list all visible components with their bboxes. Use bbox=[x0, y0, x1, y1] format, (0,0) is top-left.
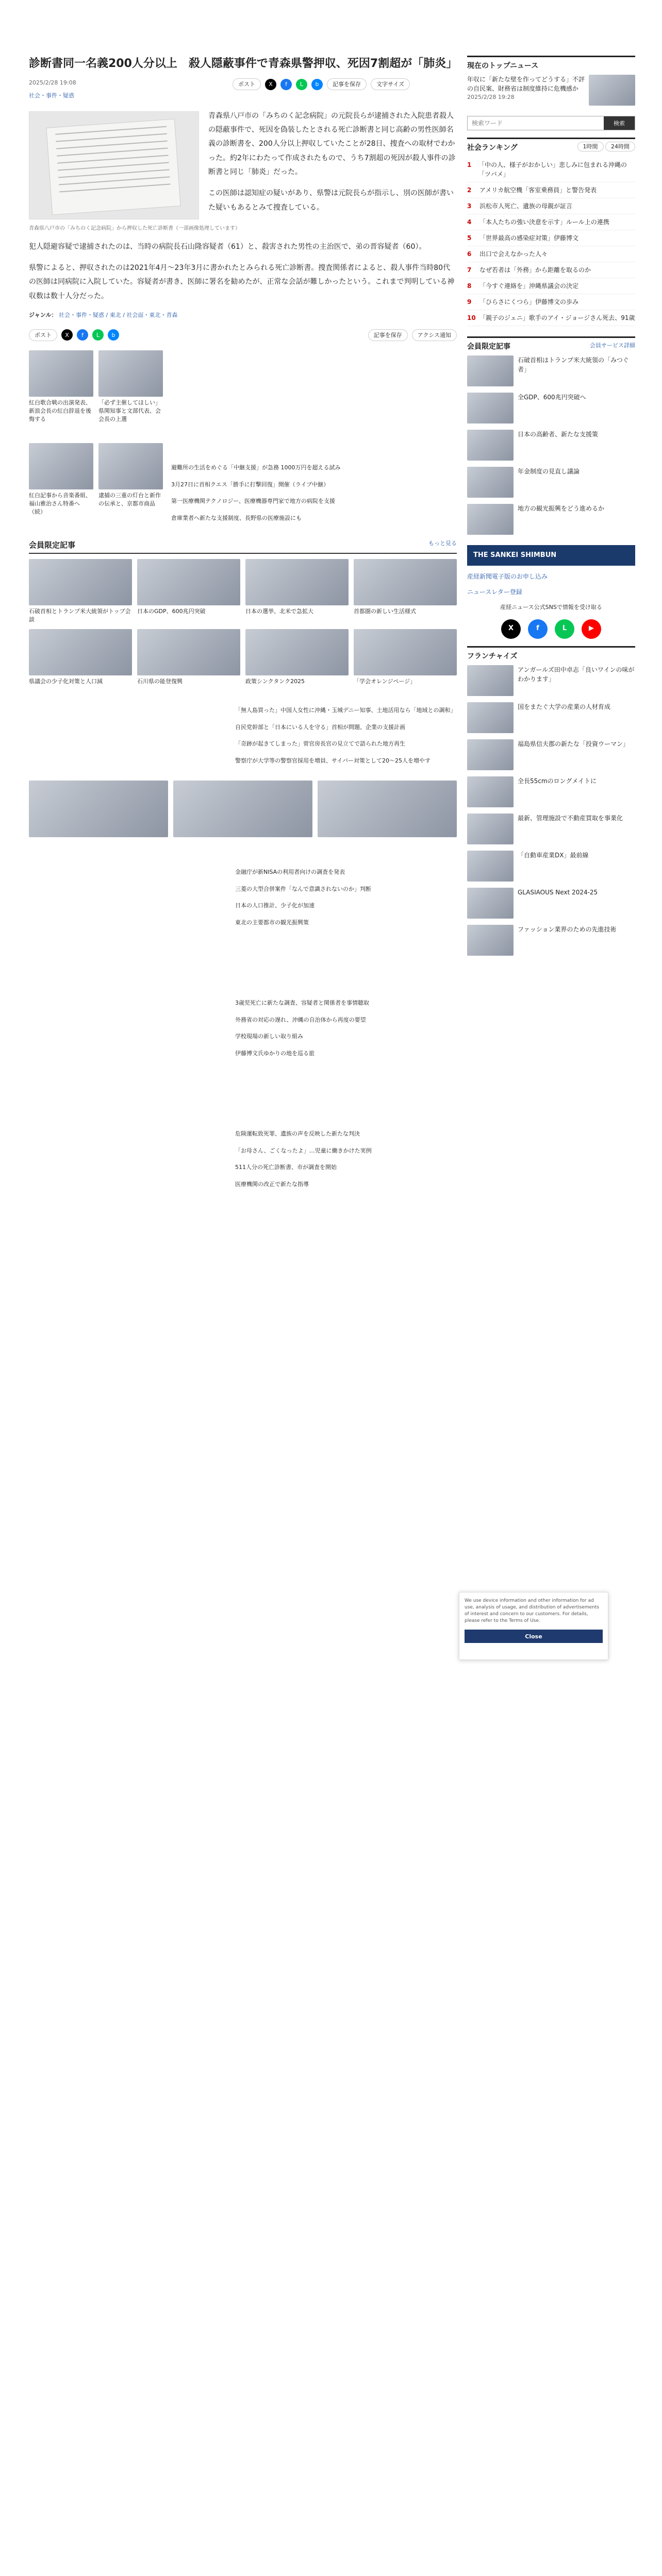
news-link[interactable]: 自民党幹部と「日本にいる人を守る」首相が問題、企業の支援計画 bbox=[235, 723, 405, 731]
consent-text: We use device information and other information for ad use, analysis of usage, and distribution of advertisements of interest and concern to our customers. For details, please refer to the Terms of Use. bbox=[465, 1598, 600, 1624]
kaiin-item[interactable]: 年金制度の見直し議論 bbox=[467, 467, 635, 498]
franchise-item[interactable]: アンガールズ田中卓志「良いワインの味がわかります」 bbox=[467, 665, 635, 696]
related-card[interactable]: 紅白歌合戦の出演発表、新浪会長の紅白辞退を後悔する bbox=[29, 350, 93, 438]
kaiin-item[interactable]: 石破首相はトランプ米大統領の「みつぐ者」 bbox=[467, 355, 635, 386]
kaiin-section-heading: 会員限定記事 もっと見る bbox=[29, 539, 457, 554]
facebook-icon[interactable]: f bbox=[77, 329, 88, 341]
font-size-button[interactable]: 文字サイズ bbox=[371, 78, 410, 91]
ranking-item[interactable]: 1 「中の人、様子がおかしい」悲しみに包まれる沖縄の「ツバメ」 bbox=[467, 157, 635, 182]
news-link[interactable]: 金融庁が新NISAの利用者向けの調査を発表 bbox=[235, 869, 345, 876]
ranking-box: 社会ランキング 1時間 24時間 1 「中の人、様子がおかしい」悲しみに包まれる沖縄の「ツバメ」 2 アメリカ航空機「客室乗務員」と警告発表 3 浜松市人死亡、遺族の母親が証言 4 「本人たちの強い決意を示す」ルール上の連携 5 「世界最高の感染症対策」伊藤博文 6 出口で会えなかった人々 7 なぜ若者は「外務」から距離を取るのか 8 「今すぐ連絡を」沖縄県議会の決定 9 「ひらさにくつら」伊藤博文の歩み 10 「親子のジェニ」歌手のアイ・ジョージさん死去、91歳 bbox=[467, 138, 635, 326]
related-card[interactable]: 紅白記事から音楽番組、福山雅治さん特番へ（続） bbox=[29, 443, 93, 531]
lower-list bbox=[235, 999, 457, 1058]
consent-close-button[interactable]: Close bbox=[465, 1630, 603, 1643]
ranking-item[interactable]: 7 なぜ若者は「外務」から距離を取るのか bbox=[467, 262, 635, 278]
related-card[interactable]: 逮捕の三重の灯台と新作の伝承と、京都市商品 bbox=[98, 443, 163, 531]
kaiin-item[interactable]: 日本の高齢者、新たな支援策 bbox=[467, 430, 635, 461]
line-icon[interactable]: L bbox=[92, 329, 104, 341]
x-icon[interactable]: X bbox=[61, 329, 73, 341]
x-icon[interactable]: X bbox=[265, 79, 276, 90]
save-article-button[interactable]: 記事を保存 bbox=[368, 329, 408, 342]
pr-link[interactable]: 避難所の生活をめぐる「中継支援」が急務 1000万円を超える試み bbox=[171, 464, 341, 471]
last-list bbox=[235, 1130, 457, 1189]
franchise-item[interactable]: 「自動車産業DX」最前線 bbox=[467, 851, 635, 882]
follow-button[interactable]: アクシス通知 bbox=[412, 329, 457, 342]
article-toolbar bbox=[233, 78, 410, 91]
news-link[interactable]: 危険運転致死罪、遺族の声を反映した新たな判決 bbox=[235, 1130, 360, 1138]
search-input[interactable] bbox=[468, 116, 604, 130]
ranking-item[interactable]: 4 「本人たちの強い決意を示す」ルール上の連携 bbox=[467, 214, 635, 230]
ranking-tab-24h[interactable]: 24時間 bbox=[605, 142, 635, 151]
ranking-item[interactable]: 8 「今すぐ連絡を」沖縄県議会の決定 bbox=[467, 278, 635, 294]
product-card[interactable] bbox=[173, 781, 312, 837]
ranking-list bbox=[467, 157, 635, 326]
save-article-button[interactable]: 記事を保存 bbox=[327, 78, 367, 91]
pr-link[interactable]: 3月27日に首相クエス「勝手に打撃回復」開催（ライブ中継） bbox=[171, 481, 329, 488]
ranking-item[interactable]: 10 「親子のジェニ」歌手のアイ・ジョージさん死去、91歳 bbox=[467, 310, 635, 326]
news-link[interactable]: 外務省の対応の遅れ、沖縄の自治体から再度の要望 bbox=[235, 1016, 366, 1023]
kaiin-card[interactable]: 政策シンクタンク2025 bbox=[245, 629, 349, 686]
genre-tags: ジャンル： 社会・事件・疑惑 / 東北 / 社会面・東北・青森 bbox=[29, 312, 178, 319]
article-paragraph: 県警によると、押収されたのは2021年4月〜23年3月に書かれたとみられる死亡診断書。捜査関係者によると、殺人事件当時80代の医師は同病院に入院していた。容疑者が書き、医師に署名を勧めたが、正常な会話が難しかったという。これまで判明している神収数は数十人分だった。 bbox=[29, 264, 455, 300]
youtube-icon[interactable]: ▶ bbox=[582, 619, 601, 639]
x-icon[interactable]: X bbox=[501, 619, 521, 639]
franchise-item[interactable]: GLASIAOUS Next 2024-25 bbox=[467, 888, 635, 919]
franchise-item[interactable]: 最新、管理施設で不動産買取を事業化 bbox=[467, 814, 635, 844]
search-box bbox=[467, 116, 635, 130]
news-link[interactable]: 「無人島買った」中国人女性に沖縄・玉城デニー知事、土地活用なら「地域との調和」 bbox=[235, 707, 456, 714]
pr-link[interactable]: 倉庫業者へ新たな支援制度、長野県の医療施設にも bbox=[171, 514, 302, 521]
ranking-tab-1h[interactable]: 1時間 bbox=[577, 142, 604, 151]
newsletter-link[interactable]: ニュースレター登録 bbox=[467, 588, 522, 596]
pr-link[interactable]: 第一医療機関テクノロジー、医療機器専門家で地方の病院を支援 bbox=[171, 498, 335, 505]
kaiin-card[interactable]: 県議会の少子化対策と人口減 bbox=[29, 629, 132, 686]
article-date: 2025/2/28 19:08 bbox=[29, 79, 76, 86]
product-card[interactable] bbox=[318, 781, 457, 837]
kaiin-card[interactable]: 「学会オレンジページ」 bbox=[354, 629, 457, 686]
search-button[interactable]: 検索 bbox=[604, 116, 635, 130]
news-link[interactable]: 医療機関の改正で新たな指導 bbox=[235, 1180, 309, 1188]
news-link[interactable]: 伊藤博文氏ゆかりの地を巡る旅 bbox=[235, 1049, 315, 1057]
mid-list bbox=[235, 706, 457, 765]
kaiin-card[interactable]: 日本のGDP、600兆円突破 bbox=[137, 559, 240, 624]
article-category[interactable]: 社会・事件・疑惑 bbox=[29, 92, 74, 99]
bluesky-icon[interactable]: b bbox=[108, 329, 119, 341]
article-paragraph: 青森県八戸市の「みちのく記念病院」の元院長らが逮捕された入院患者殺人の隠蔽事件で、死因を偽装したとされる死亡診断書と同じ高齢の男性医師名義の診断書を、200人分以上押収していたことが28日、捜査への取材でわかった。約2年にわたって作成されたもので、うち7割超の死因が殺人事件の診断書と同じ「肺炎」だった。 bbox=[208, 111, 456, 177]
kaiin-card[interactable]: 首都圏の新しい生活様式 bbox=[354, 559, 457, 624]
bottom-share-bar bbox=[29, 329, 457, 342]
news-link[interactable]: 学校現場の新しい取り組み bbox=[235, 1033, 303, 1040]
kaiin-card[interactable]: 石川県の能登復興 bbox=[137, 629, 240, 686]
news-link[interactable]: 「奇跡が起きてしまった」菅官房長官の見立てで語られた地方再生 bbox=[235, 740, 405, 748]
news-link[interactable]: 3歳児死亡に新たな調査、容疑者と関係者を事情聴取 bbox=[235, 999, 369, 1007]
top-news-item[interactable]: 年収に「新たな壁を作ってどうする」不評の自民案、財務省は制度維持に危機感か 2025/2/28 19:28 bbox=[467, 75, 635, 106]
line-icon[interactable]: L bbox=[555, 619, 574, 639]
article-title: 診断書同一名義200人分以上 殺人隠蔽事件で青森県警押収、死因7割超が「肺炎」 bbox=[29, 57, 458, 70]
news-link[interactable]: 511人分の死亡診断書、市が調査を開始 bbox=[235, 1164, 337, 1171]
sankei-banner[interactable]: THE SANKEI SHIMBUN bbox=[467, 545, 635, 566]
ranking-item[interactable]: 3 浜松市人死亡、遺族の母親が証言 bbox=[467, 198, 635, 214]
article-paragraph: この医師は認知症の疑いがあり、県警は元院長らが指示し、別の医師が書いた疑いもあるとみて捜査している。 bbox=[208, 189, 454, 212]
bluesky-icon[interactable]: b bbox=[311, 79, 323, 90]
sns-heading: 産経ニュース公式SNSで情報を受け取る bbox=[500, 604, 602, 611]
franchise-item[interactable]: 福島県信夫郡の新たな「投資ウーマン」 bbox=[467, 739, 635, 770]
kaiin-card[interactable]: 日本の選挙、北米で急拡大 bbox=[245, 559, 349, 624]
ranking-item[interactable]: 6 出口で会えなかった人々 bbox=[467, 246, 635, 262]
news-link[interactable]: 警察庁が大学等の警察官採用を増員、サイバー対策として20〜25人を増やす bbox=[235, 757, 431, 764]
main-column bbox=[29, 56, 457, 1197]
facebook-icon[interactable]: f bbox=[528, 619, 548, 639]
top-news-box: 現在のトップニュース 年収に「新たな壁を作ってどうする」不評の自民案、財務省は制度維持に危機感か 2025/2/28 19:28 bbox=[467, 56, 635, 106]
kaiin-item[interactable]: 全GDP、600兆円突破へ bbox=[467, 393, 635, 423]
kaiin-box: 会員限定記事 会員サービス詳細 石破首相はトランプ米大統領の「みつぐ者」 全GDP、600兆円突破へ 日本の高齢者、新たな支援策 年金制度の見直し議論 地方の観光振興をどう進めるか bbox=[467, 336, 635, 535]
bottom-list bbox=[235, 868, 457, 927]
news-link[interactable]: 日本の人口推計、少子化が加速 bbox=[235, 902, 315, 909]
ranking-item[interactable]: 2 アメリカ航空機「客室乗務員」と警告発表 bbox=[467, 182, 635, 198]
franchise-item[interactable]: 国をまたぐ大学の産業の人材育成 bbox=[467, 702, 635, 733]
post-button[interactable]: ポスト bbox=[29, 329, 57, 342]
sns-icons bbox=[467, 612, 635, 646]
franchise-item[interactable]: ファッション業界のための先進技術 bbox=[467, 925, 635, 956]
consent-dialog bbox=[459, 1592, 608, 1660]
article-body bbox=[29, 109, 457, 320]
kaiin-card[interactable]: 石破首相とトランプ米大統領がトップ会談 bbox=[29, 559, 132, 624]
kaiin-item[interactable]: 地方の観光振興をどう進めるか bbox=[467, 504, 635, 535]
news-link[interactable]: 「お母さん、ごくなったよ」…児童に働きかけた実例 bbox=[235, 1147, 372, 1154]
related-card[interactable]: 「必ず主催してほしい」県関知事と文部代表、会会長の上選 bbox=[98, 350, 163, 438]
kaiin-grid bbox=[29, 559, 457, 686]
pr-list bbox=[171, 350, 457, 531]
sidebar bbox=[467, 56, 635, 966]
ranking-item[interactable]: 9 「ひらさにくつら」伊藤博文の歩み bbox=[467, 294, 635, 310]
news-link[interactable]: 東北の主要都市の観光振興策 bbox=[235, 919, 309, 926]
product-card[interactable] bbox=[29, 781, 168, 837]
facebook-icon[interactable]: f bbox=[280, 79, 292, 90]
line-icon[interactable]: L bbox=[296, 79, 307, 90]
article-paragraph: 犯人隠避容疑で逮捕されたのは、当時の病院長石山隆容疑者（61）と、殺害された男性の主治医で、弟の晋容疑者（60）。 bbox=[29, 242, 426, 251]
ranking-item[interactable]: 5 「世界最高の感染症対策」伊藤博文 bbox=[467, 230, 635, 246]
news-link[interactable]: 三菱の大型合併案件「なんで意識されないのか」判断 bbox=[235, 885, 371, 892]
photo-caption: 青森県八戸市の「みちのく記念病院」から押収した死亡診断書（一部画像処理しています） bbox=[29, 225, 240, 231]
franchise-item[interactable]: 全長55cmのロングメイトに bbox=[467, 776, 635, 807]
post-button[interactable]: ポスト bbox=[233, 78, 261, 91]
evidence-photo bbox=[29, 111, 199, 219]
newsletter-link[interactable]: 産経新聞電子版のお申し込み bbox=[467, 573, 548, 581]
franchise-box: フランチャイズ アンガールズ田中卓志「良いワインの味がわかります」 国をまたぐ大学の産業の人材育成 福島県信夫郡の新たな「投資ウーマン」 全長55cmのロングメイトに 最新、管理施設で不動産買取を事業化 「自動車産業DX」最前線 GLASIAOUS Next 2024-25 ファッション業界のための先進技術 bbox=[467, 646, 635, 956]
product-grid bbox=[29, 781, 457, 837]
related-grid bbox=[29, 350, 163, 531]
